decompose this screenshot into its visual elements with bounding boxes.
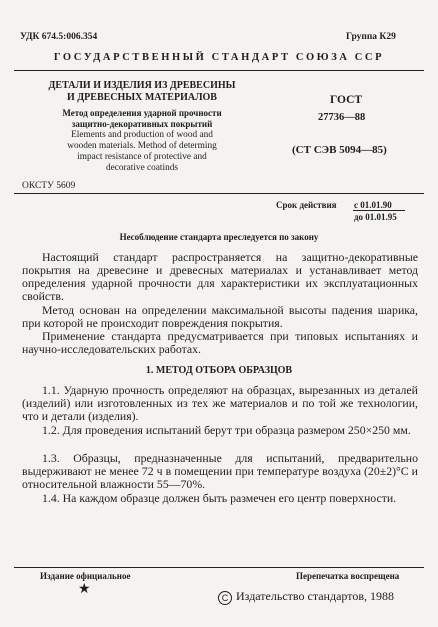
cmea-reference: (СТ СЭВ 5094—85) bbox=[292, 144, 387, 156]
english-line-2: wooden materials. Method of determing bbox=[67, 141, 217, 151]
okstu-code: ОКСТУ 5609 bbox=[22, 181, 76, 191]
gost-label: ГОСТ bbox=[330, 94, 363, 106]
official-edition: Издание официальное bbox=[40, 571, 131, 581]
method-line-2: защитно-декоративных покрытий bbox=[71, 119, 213, 129]
standard-name: ГОСУДАРСТВЕННЫЙ СТАНДАРТ СОЮЗА ССР bbox=[53, 52, 385, 63]
clause-1-3: 1.3. Образцы, предназначенные для испытаний, предварительно выдерживают не менее 72 ч в помещении при температуре воздуха (20±2)°С и относительной влажности 55—70%. bbox=[22, 451, 418, 491]
clause-1-2: 1.2. Для проведения испытаний берут три образца размером 250×250 мм. bbox=[42, 423, 411, 437]
intro-paragraph-2: Метод основан на определении максимальной высоты падения шарика, при которой не происходит повреждения покрытия. bbox=[22, 303, 418, 330]
method-title bbox=[22, 108, 262, 130]
intro-paragraph-1: Настоящий стандарт распространяется на защитно-декоративные покрытия на древесине и древесных материалах и устанавливает метод определения ударной прочности для характеристики их эксплуатационных свойств. bbox=[22, 250, 418, 303]
bottom-divider bbox=[14, 567, 424, 568]
gost-number: 27736—88 bbox=[318, 112, 366, 123]
copyright-text: Издательство стандартов, 1988 bbox=[236, 589, 394, 603]
star-icon: ★ bbox=[78, 582, 91, 597]
group-code: Группа К29 bbox=[346, 32, 396, 42]
title-line-2: И ДРЕВЕСНЫХ МАТЕРИАЛОВ bbox=[67, 92, 217, 103]
english-line-4: decorative coatinds bbox=[105, 163, 179, 173]
section-heading: 1. МЕТОД ОТБОРА ОБРАЗЦОВ bbox=[145, 365, 293, 376]
copyright-line bbox=[218, 589, 394, 605]
validity-underline bbox=[353, 210, 405, 211]
method-line-1: Метод определения ударной прочности bbox=[62, 108, 222, 118]
english-line-3: impact resistance of protective and bbox=[77, 152, 207, 162]
clause-1-1: 1.1. Ударную прочность определяют на образцах, вырезанных из деталей (изделий) или изготовленных из тех же материалов и по той же технологии, что и детали (изделия). bbox=[22, 383, 418, 423]
english-line-1: Elements and production of wood and bbox=[71, 130, 213, 140]
intro-paragraph-3: Применение стандарта предусматривается при типовых испытаниях и научно-исследовательских работах. bbox=[22, 329, 418, 356]
clause-1-4: 1.4. На каждом образце должен быть размечен его центр поверхности. bbox=[42, 491, 397, 505]
document-title bbox=[22, 80, 262, 104]
udk-code: УДК 674.5:006.354 bbox=[20, 32, 98, 42]
reprint-notice: Перепечатка воспрещена bbox=[296, 571, 400, 581]
validity-from: с 01.01.90 bbox=[354, 200, 392, 210]
validity-label: Срок действия bbox=[276, 200, 337, 210]
title-line-1: ДЕТАЛИ И ИЗДЕЛИЯ ИЗ ДРЕВЕСИНЫ bbox=[48, 80, 236, 91]
copyright-icon: C bbox=[218, 591, 232, 605]
legal-notice: Несоблюдение стандарта преследуется по закону bbox=[119, 232, 319, 242]
validity-to: до 01.01.95 bbox=[354, 212, 397, 222]
top-divider bbox=[14, 70, 424, 71]
english-title bbox=[22, 130, 262, 174]
middle-divider bbox=[14, 193, 424, 194]
